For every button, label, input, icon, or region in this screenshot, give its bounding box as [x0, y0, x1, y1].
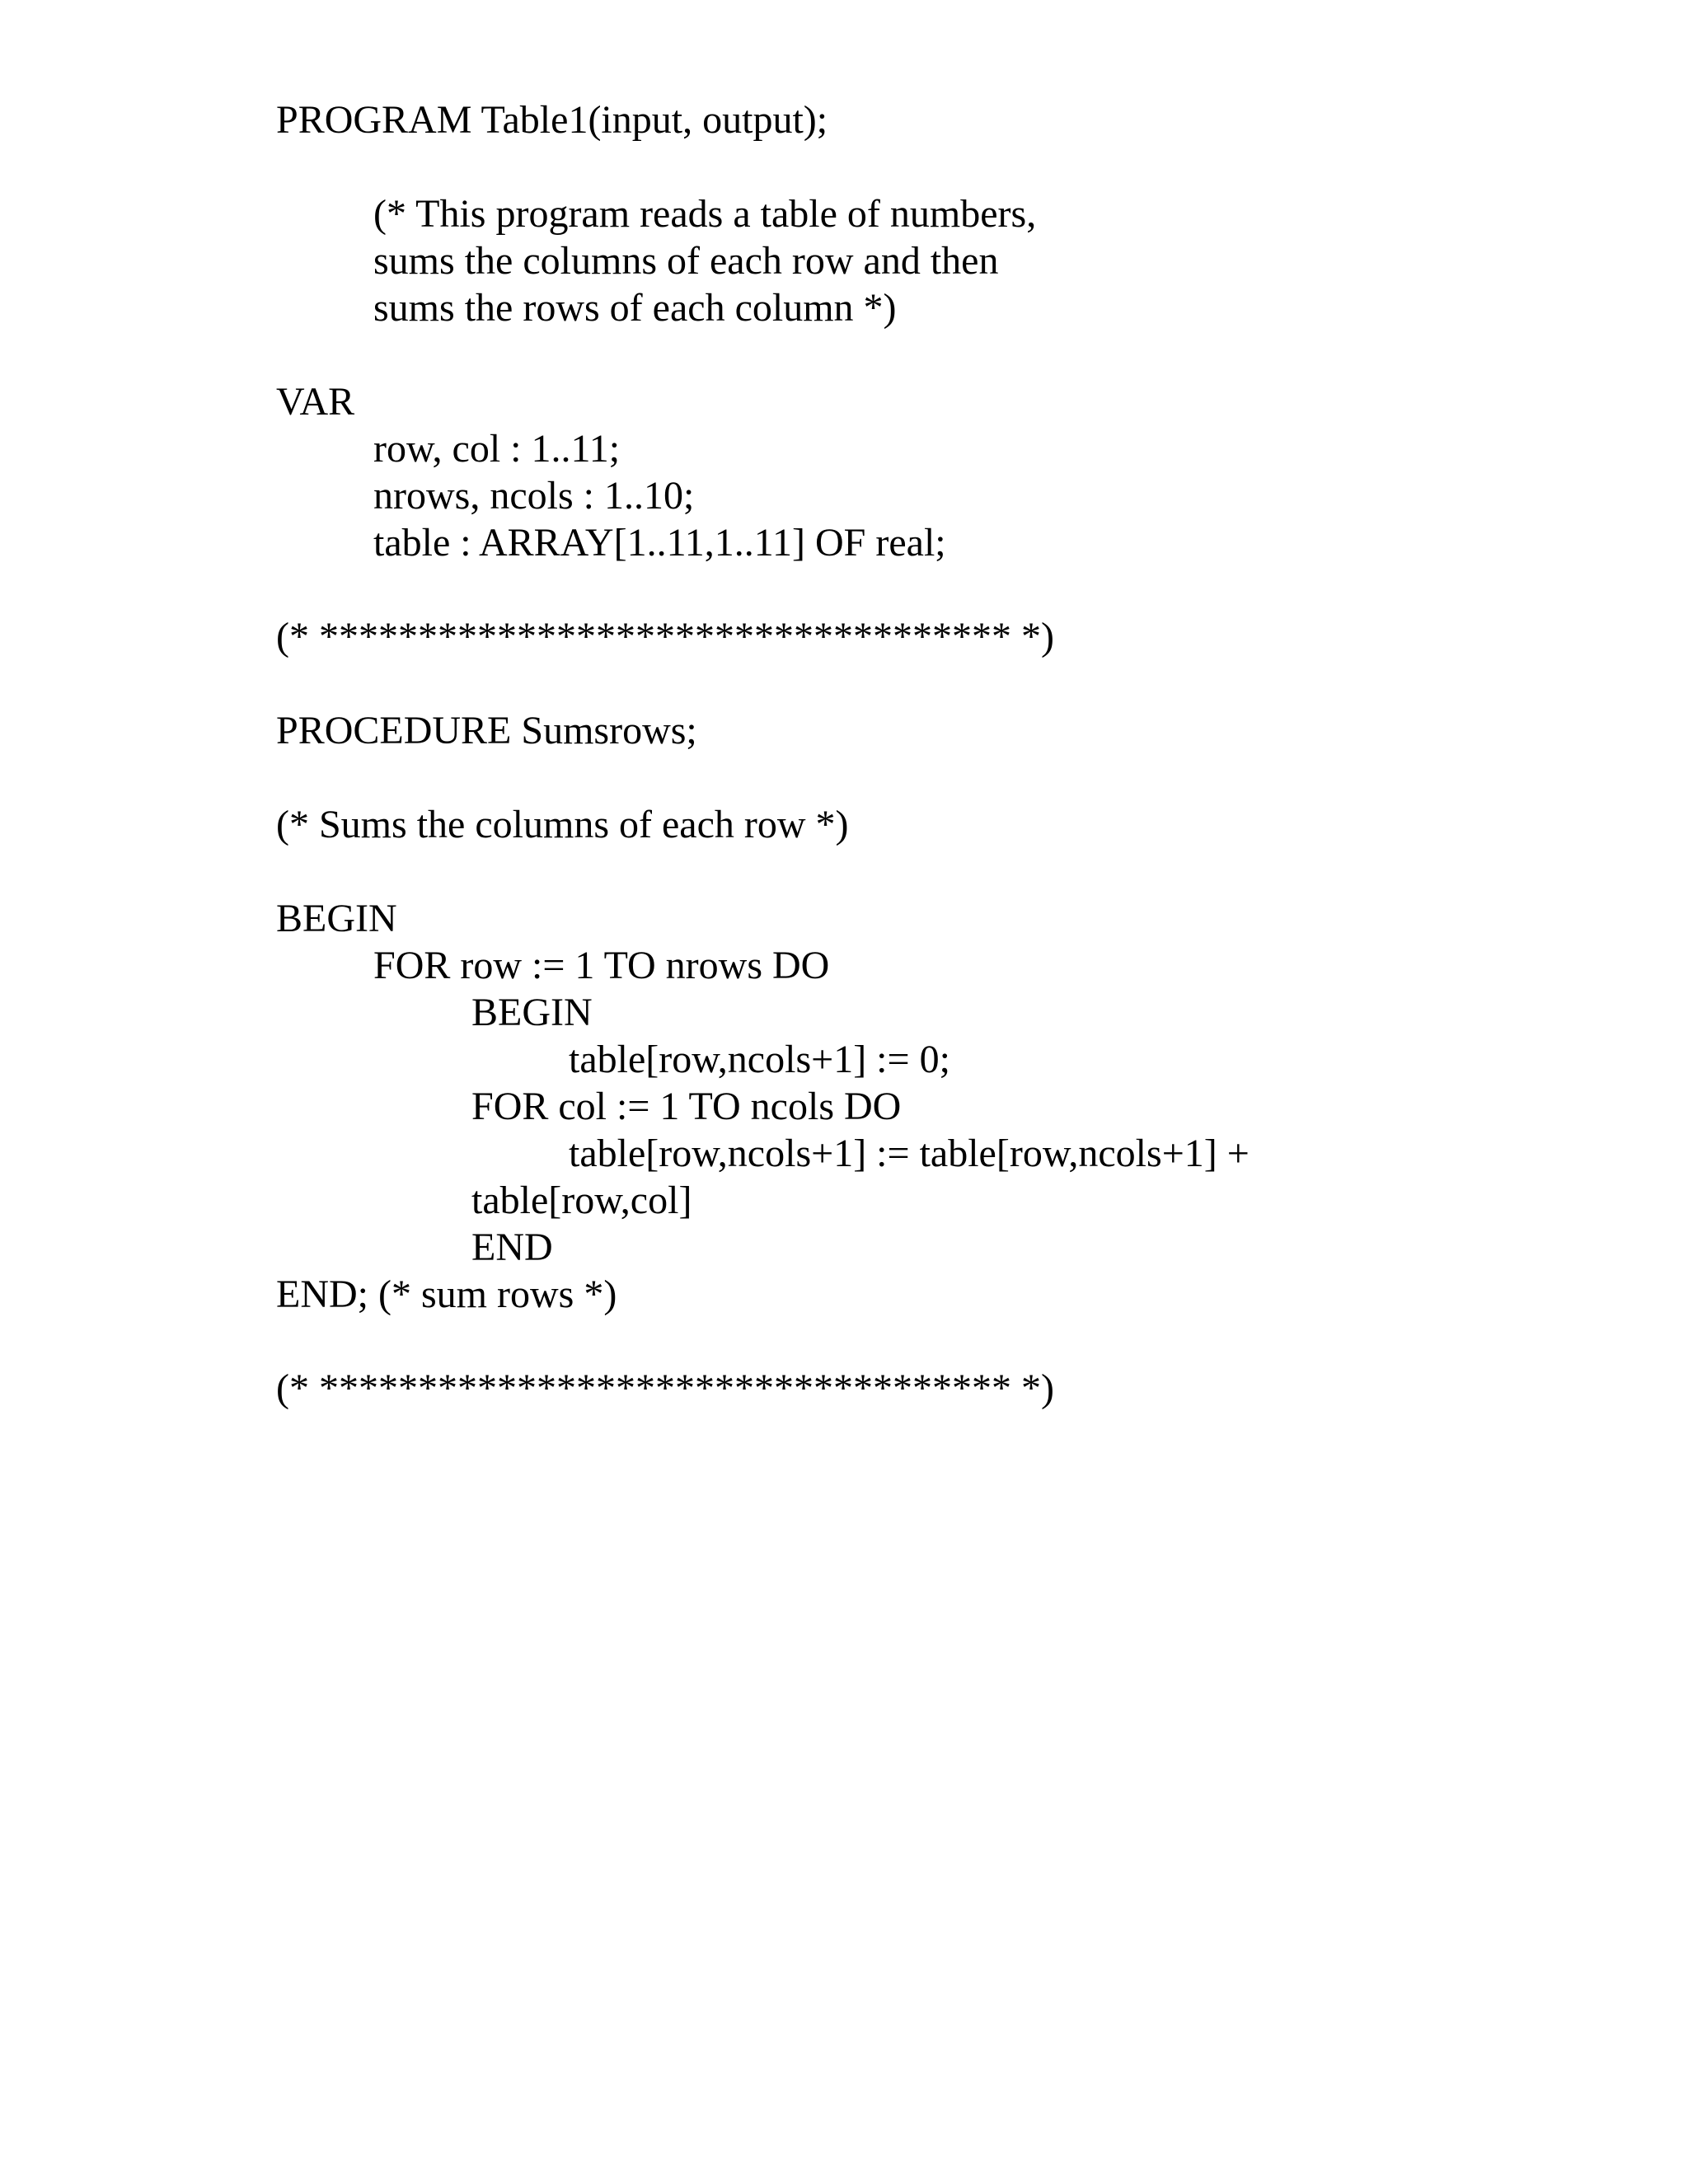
var-declaration-2: nrows, ncols : 1..10;	[373, 474, 695, 518]
for-row-statement: FOR row := 1 TO nrows DO	[373, 944, 830, 987]
procedure-comment: (* Sums the columns of each row *)	[276, 803, 849, 846]
inner-end-keyword: END	[471, 1226, 553, 1269]
program-header: PROGRAM Table1(input, output);	[276, 98, 828, 142]
accumulate-statement-line-2: table[row,col]	[471, 1179, 692, 1222]
inner-begin-keyword: BEGIN	[471, 991, 593, 1034]
separator-comment-2: (* *********************************** *)	[276, 1366, 1054, 1410]
var-declaration-1: row, col : 1..11;	[373, 427, 621, 471]
init-sum-statement: table[row,ncols+1] := 0;	[569, 1038, 950, 1081]
begin-keyword: BEGIN	[276, 897, 397, 940]
accumulate-statement-line-1: table[row,ncols+1] := table[row,ncols+1] +	[569, 1132, 1250, 1175]
procedure-header: PROCEDURE Sumsrows;	[276, 709, 697, 752]
var-keyword: VAR	[276, 380, 355, 424]
end-statement: END; (* sum rows *)	[276, 1272, 617, 1316]
intro-comment-line-2: sums the columns of each row and then	[373, 239, 999, 283]
separator-comment-1: (* *********************************** *)	[276, 615, 1054, 658]
intro-comment-line-3: sums the rows of each column *)	[373, 286, 897, 330]
for-col-statement: FOR col := 1 TO ncols DO	[471, 1085, 902, 1128]
var-declaration-3: table : ARRAY[1..11,1..11] OF real;	[373, 521, 946, 565]
intro-comment-line-1: (* This program reads a table of numbers,	[373, 192, 1037, 236]
